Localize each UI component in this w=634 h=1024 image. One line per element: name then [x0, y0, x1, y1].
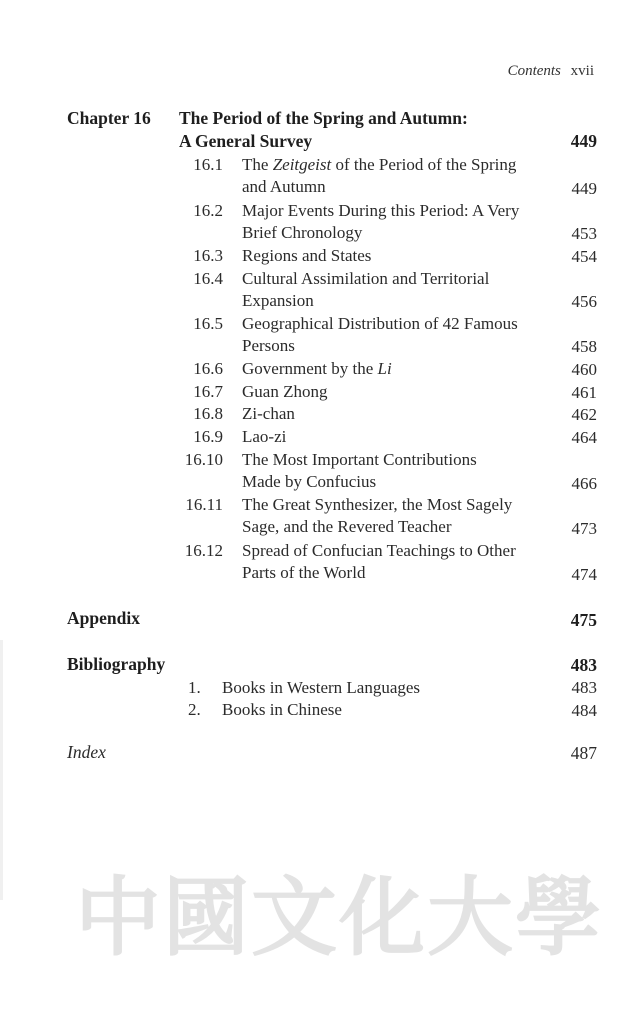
section-page: 474	[571, 565, 597, 584]
appendix-page: 475	[570, 610, 597, 630]
section-page: 454	[571, 247, 597, 266]
section-number: 16.7	[193, 382, 223, 401]
section-number: 16.1	[193, 155, 223, 174]
bibliography-page: 483	[570, 655, 597, 675]
chapter-title-line1: The Period of the Spring and Autumn:	[179, 108, 468, 128]
chapter-title-line2: A General Survey	[179, 131, 313, 151]
section-title-line2: Expansion	[242, 291, 314, 310]
section-number: 16.11	[185, 495, 223, 514]
section-number: 16.4	[193, 269, 223, 288]
index-page: 487	[570, 743, 597, 763]
section-page: 461	[571, 383, 597, 402]
appendix-label: Appendix	[67, 608, 140, 628]
section-title-line1	[242, 359, 392, 379]
section-title-line1: Guan Zhong	[242, 382, 328, 401]
section-number: 16.9	[193, 427, 223, 446]
section-title-line1: The Great Synthesizer, the Most Sagely	[242, 495, 513, 514]
section-page: 453	[571, 224, 597, 243]
bibliography-item-page: 484	[571, 701, 597, 720]
section-title-pre: The	[242, 155, 273, 174]
section-title-line1: Major Events During this Period: A Very	[242, 201, 520, 220]
bibliography-item-number: 2.	[188, 700, 201, 719]
section-title-emphasis: Li	[377, 359, 392, 378]
running-head	[508, 63, 594, 80]
section-number: 16.12	[184, 541, 223, 560]
section-title-line1: Geographical Distribution of 42 Famous	[242, 314, 518, 333]
section-title-line1: Regions and States	[242, 246, 372, 265]
section-title-line2: Made by Confucius	[242, 472, 377, 491]
bibliography-item-page: 483	[571, 678, 597, 697]
page-edge-shadow	[0, 640, 3, 900]
section-title-line2: Brief Chronology	[242, 223, 363, 242]
section-page: 449	[571, 179, 597, 198]
section-page: 462	[571, 405, 597, 424]
section-title-line1: Lao-zi	[242, 427, 287, 446]
section-title-emphasis: Zeitgeist	[272, 155, 332, 174]
section-page: 458	[571, 337, 597, 356]
section-number: 16.3	[193, 246, 223, 265]
section-page: 466	[571, 474, 597, 493]
section-number: 16.5	[193, 314, 223, 333]
bibliography-item-label: Books in Western Languages	[222, 678, 421, 697]
chapter-page: 449	[570, 131, 597, 151]
section-title-pre: Government by the	[242, 359, 378, 378]
section-title-line1: The Most Important Contributions	[242, 450, 477, 469]
running-head-page: xvii	[570, 63, 594, 79]
section-title-line1: Zi-chan	[242, 404, 295, 423]
section-title-line2: and Autumn	[242, 177, 326, 196]
section-title-line2: Persons	[242, 336, 295, 355]
section-page: 464	[571, 428, 597, 447]
watermark: 中國文化大學	[75, 868, 603, 968]
running-head-title: Contents	[507, 63, 561, 79]
section-number: 16.6	[193, 359, 223, 378]
section-number: 16.2	[193, 201, 223, 220]
section-title-line2: Parts of the World	[242, 563, 366, 582]
chapter-label: Chapter 16	[67, 108, 151, 128]
bibliography-item-number: 1.	[188, 678, 201, 697]
section-title-line1: Spread of Confucian Teachings to Other	[242, 541, 516, 560]
section-number: 16.8	[193, 404, 223, 423]
index-label: Index	[67, 742, 106, 762]
section-title-line2: Sage, and the Revered Teacher	[242, 517, 452, 536]
section-number: 16.10	[184, 450, 223, 469]
bibliography-item-label: Books in Chinese	[222, 700, 342, 719]
section-title-line1: Cultural Assimilation and Territorial	[242, 269, 490, 288]
section-title-line1	[242, 155, 516, 175]
section-title-post: of the Period of the Spring	[331, 155, 517, 174]
bibliography-label: Bibliography	[67, 654, 166, 674]
section-page: 456	[571, 292, 597, 311]
section-page: 473	[571, 519, 597, 538]
section-page: 460	[571, 360, 597, 379]
